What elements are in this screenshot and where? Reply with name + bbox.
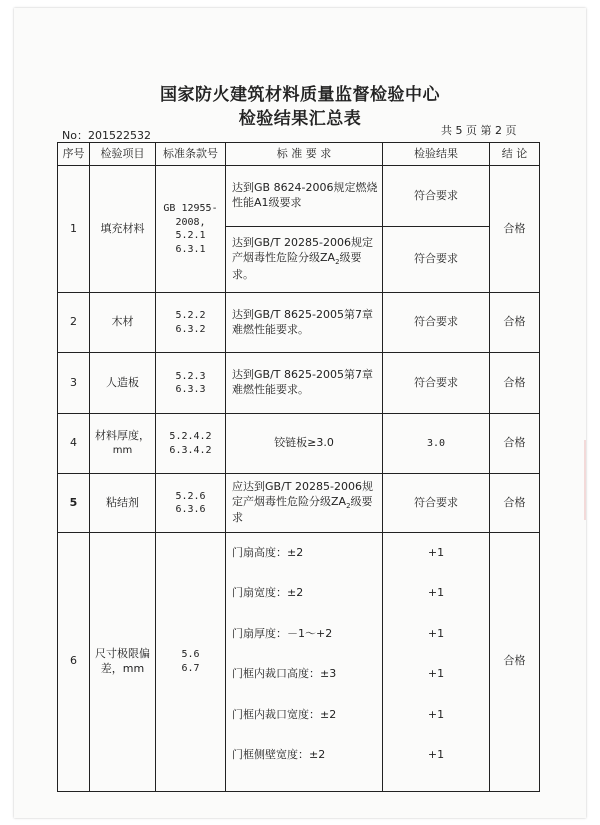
clause-line: 5.2.4.2 xyxy=(169,431,212,443)
req-subscript: 2 xyxy=(335,258,340,267)
table-header-row xyxy=(58,143,540,166)
row-item: 粘结剂 xyxy=(90,474,156,532)
dimension-requirement: 门扇高度：±2 xyxy=(232,545,304,559)
req-text: 级要求。 xyxy=(232,251,362,281)
clause-line: 5.2.2 xyxy=(175,310,206,321)
col-header-item: 检验项目 xyxy=(90,143,156,166)
row-requirement: 达到GB/T 8625-2005第7章难燃性能要求。 xyxy=(226,353,383,414)
row-requirement xyxy=(226,532,383,791)
edge-stamp-mark xyxy=(584,440,596,520)
table-row xyxy=(58,166,540,227)
table-row xyxy=(58,353,540,414)
clause-line: 6.3.6 xyxy=(175,504,206,516)
col-header-result: 检验结果 xyxy=(383,143,490,166)
clause-line: 5.2.6 xyxy=(175,490,206,502)
clause-line: 6.3.2 xyxy=(175,323,206,335)
row-clause xyxy=(156,413,226,474)
dimension-requirement: 门扇宽度：±2 xyxy=(232,586,304,600)
req-text: 应达到GB/T 20285-2006规定产烟毒性危险分级ZA xyxy=(232,479,373,508)
row-clause xyxy=(156,166,226,292)
row-requirement: 达到GB/T 8625-2005第7章难燃性能要求。 xyxy=(226,292,383,353)
row-item: 尺寸极限偏差，mm xyxy=(90,532,156,791)
row-item: 填充材料 xyxy=(90,166,156,292)
row-no: 5 xyxy=(58,474,90,532)
row-no: 1 xyxy=(58,166,90,292)
dimension-result: +1 xyxy=(427,667,445,681)
dimension-result: +1 xyxy=(427,545,445,559)
clause-line: 2008, xyxy=(175,216,206,228)
req-text: 级要求 xyxy=(232,494,373,525)
req-text: 达到GB/T 20285-2006规定产烟毒性危险分级ZA xyxy=(232,236,373,264)
report-number: No：201522532 xyxy=(62,129,151,142)
clause-line: GB 12955- xyxy=(163,203,218,215)
row-conclusion: 合格 xyxy=(490,166,540,292)
item-line: 材料厚度， xyxy=(95,429,150,443)
table-row xyxy=(58,474,540,532)
col-header-clause: 标准条款号 xyxy=(156,143,226,166)
row-conclusion: 合格 xyxy=(490,353,540,414)
row-item: 人造板 xyxy=(90,353,156,414)
req-subscript: 2 xyxy=(346,501,351,510)
row-item: 木材 xyxy=(90,292,156,353)
dimension-result: +1 xyxy=(427,626,445,640)
row-conclusion: 合格 xyxy=(490,292,540,353)
dimension-requirement: 门框内裁口宽度：±2 xyxy=(232,707,337,721)
col-header-requirement: 标 准 要 求 xyxy=(226,143,383,166)
row-no: 3 xyxy=(58,353,90,414)
results-table xyxy=(57,142,540,792)
row-clause xyxy=(156,532,226,791)
row-result: 3.0 xyxy=(383,413,490,474)
dimension-result: +1 xyxy=(427,707,445,721)
row-result: 符合要求 xyxy=(383,166,490,227)
clause-line: 5.6 xyxy=(181,649,200,661)
row-result: 符合要求 xyxy=(383,474,490,532)
clause-line: 5.2.3 xyxy=(175,370,206,382)
dimension-result: +1 xyxy=(427,586,445,600)
row-clause xyxy=(156,474,226,532)
table-row xyxy=(58,532,540,791)
row-no: 6 xyxy=(58,532,90,791)
page-info: 共 5 页 第 2 页 xyxy=(441,124,517,137)
clause-line: 6.3.3 xyxy=(175,384,206,396)
dimension-requirement: 门框侧壁宽度：±2 xyxy=(232,748,326,762)
row-requirement xyxy=(226,226,383,292)
row-no: 4 xyxy=(58,413,90,474)
clause-line: 6.3.4.2 xyxy=(169,444,212,456)
row-requirement xyxy=(226,474,383,532)
row-clause xyxy=(156,353,226,414)
dimension-requirement: 门框内裁口高度：±3 xyxy=(232,667,337,681)
clause-line: 6.3.1 xyxy=(175,243,206,255)
row-result: 符合要求 xyxy=(383,226,490,292)
row-requirement: 铰链板≥3.0 xyxy=(226,413,383,474)
document-title: 国家防火建筑材料质量监督检验中心 xyxy=(160,85,440,105)
clause-line: 6.7 xyxy=(181,662,200,674)
clause-line: 5.2.1 xyxy=(175,230,206,242)
table-row xyxy=(58,413,540,474)
row-result xyxy=(383,532,490,791)
row-clause xyxy=(156,292,226,353)
dimension-result: +1 xyxy=(427,748,445,762)
document-subtitle: 检验结果汇总表 xyxy=(238,109,362,129)
row-item xyxy=(90,413,156,474)
row-conclusion: 合格 xyxy=(490,474,540,532)
dimension-requirement: 门扇厚度：－1～+2 xyxy=(232,626,333,640)
table-row xyxy=(58,292,540,353)
row-no: 2 xyxy=(58,292,90,353)
row-requirement: 达到GB 8624-2006规定燃烧性能A1级要求 xyxy=(226,166,383,227)
col-header-no: 序号 xyxy=(58,143,90,166)
row-conclusion: 合格 xyxy=(490,413,540,474)
item-unit: mm xyxy=(112,445,133,457)
row-conclusion: 合格 xyxy=(490,532,540,791)
row-result: 符合要求 xyxy=(383,353,490,414)
col-header-conclusion: 结 论 xyxy=(490,143,540,166)
row-result: 符合要求 xyxy=(383,292,490,353)
